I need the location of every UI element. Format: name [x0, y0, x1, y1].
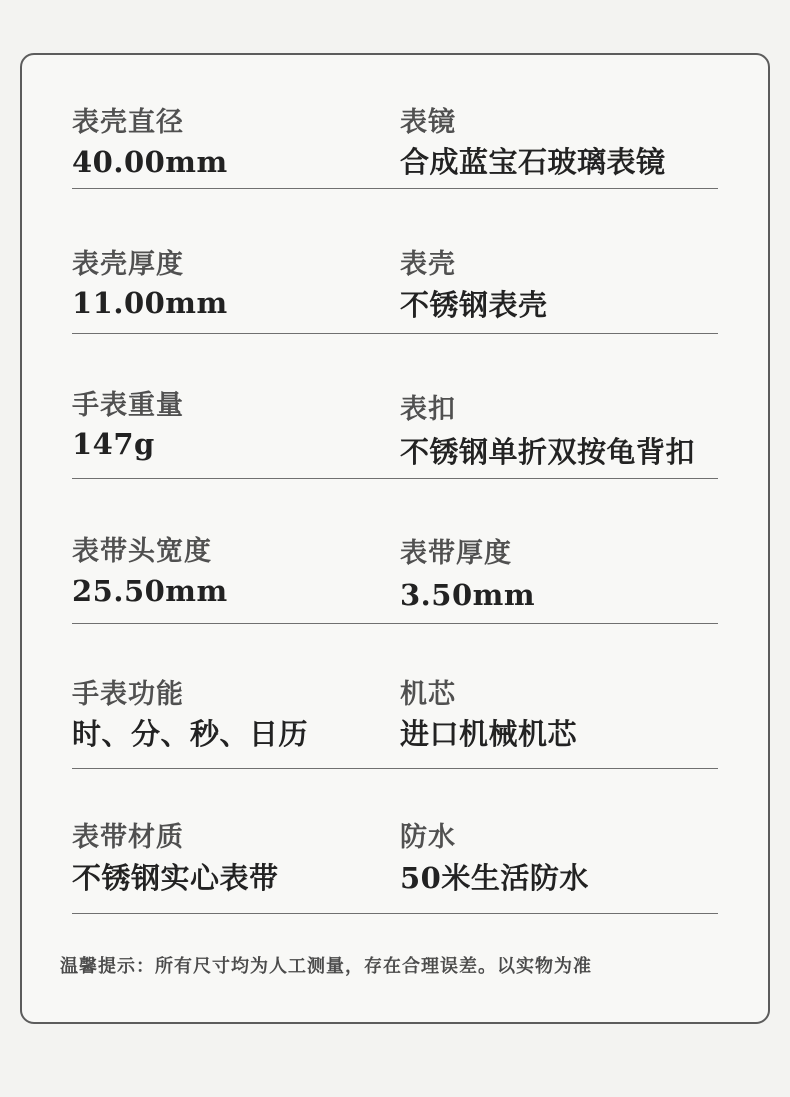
spec-value: 不锈钢单折双按龟背扣: [400, 435, 696, 469]
spec-value: 3.50mm: [400, 578, 536, 612]
spec-label: 表镜: [400, 107, 456, 138]
spec-cell: [400, 192, 718, 333]
spec-cell: [72, 337, 392, 478]
spec-label: 表带材质: [72, 822, 184, 853]
spec-row: [72, 482, 718, 624]
spec-label: 表壳厚度: [72, 249, 184, 280]
spec-row: [72, 192, 718, 334]
spec-label: 防水: [400, 822, 456, 853]
disclaimer-note: 温馨提示：所有尺寸均为人工测量，存在合理误差。以实物为准: [60, 956, 592, 977]
spec-cell: [72, 192, 392, 333]
spec-cell: [400, 482, 718, 623]
spec-cell: [400, 337, 718, 478]
spec-value: 不锈钢实心表带: [72, 861, 279, 895]
spec-row: [72, 337, 718, 479]
spec-label: 表扣: [400, 394, 456, 425]
spec-row: [72, 627, 718, 769]
spec-cell: [400, 47, 718, 188]
spec-value: 147g: [72, 427, 155, 461]
spec-value: 25.50mm: [72, 574, 228, 608]
spec-value: 进口机械机芯: [400, 717, 578, 751]
spec-value: 50米生活防水: [400, 861, 589, 895]
spec-label: 表壳: [400, 249, 456, 280]
spec-label: 机芯: [400, 679, 456, 710]
spec-value: 11.00mm: [72, 286, 228, 320]
spec-cell: [72, 627, 392, 768]
spec-cell: [400, 772, 718, 913]
spec-label: 手表功能: [72, 679, 184, 710]
spec-value: 40.00mm: [72, 145, 228, 179]
spec-value: 时、分、秒、日历: [72, 717, 309, 751]
spec-label: 手表重量: [72, 390, 184, 421]
spec-label: 表壳直径: [72, 107, 184, 138]
spec-row: [72, 772, 718, 914]
spec-label: 表带头宽度: [72, 536, 212, 567]
spec-label: 表带厚度: [400, 538, 512, 569]
spec-value: 合成蓝宝石玻璃表镜: [400, 145, 666, 179]
spec-cell: [72, 47, 392, 188]
spec-cell: [72, 772, 392, 913]
spec-cell: [400, 627, 718, 768]
spec-cell: [72, 482, 392, 623]
spec-row: [72, 47, 718, 189]
spec-value: 不锈钢表壳: [400, 288, 548, 322]
